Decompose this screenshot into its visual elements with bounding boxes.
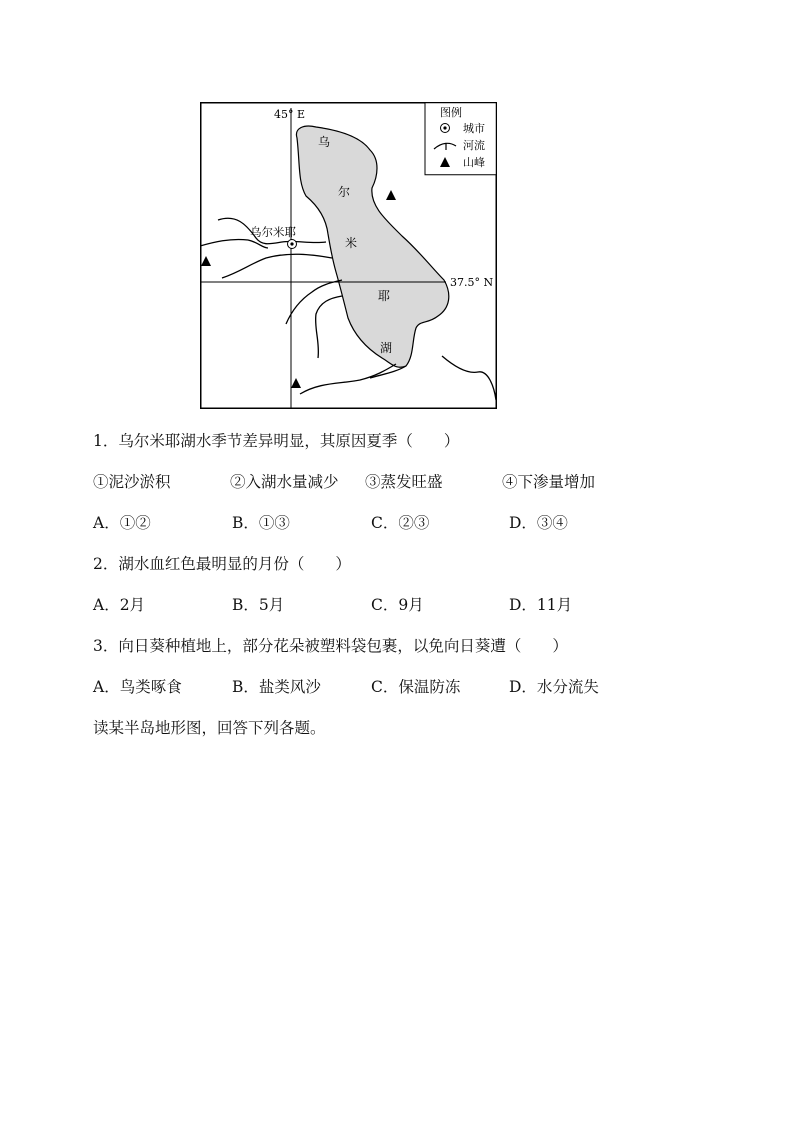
option-b[interactable]: B．①③ [232, 514, 290, 532]
option-c[interactable]: C．②③ [371, 514, 430, 532]
river-southeast [442, 356, 496, 400]
question-3-text: 3．向日葵种植地上，部分花朵被塑料袋包裹，以免向日葵遭（ ） [93, 637, 568, 655]
legend-peak-label: 山峰 [463, 156, 485, 169]
statement-1: ①泥沙淤积 [93, 473, 171, 491]
peak-icon-east [386, 190, 396, 200]
instruction-text-content: 读某半岛地形图，回答下列各题。 [93, 719, 326, 737]
question-2-text: 2．湖水血红色最明显的月份（ ） [93, 555, 351, 573]
river-south-1 [286, 280, 342, 324]
option-c[interactable]: C．保温防冻 [371, 678, 461, 696]
lake-name-char-3: 米 [345, 236, 358, 250]
river-west-lower [222, 254, 332, 278]
legend-river-label: 河流 [463, 139, 485, 152]
latitude-label: 37.5° N [450, 276, 494, 289]
statement-4: ④下渗量增加 [502, 473, 596, 491]
lake-name-char-4: 耶 [378, 289, 391, 303]
option-d[interactable]: D．水分流失 [509, 678, 599, 696]
lake-map [200, 102, 497, 409]
option-b[interactable]: B．5月 [232, 596, 285, 614]
legend-city-label: 城市 [463, 122, 485, 135]
legend-title: 图例 [440, 106, 462, 119]
lake-name-char-2: 尔 [338, 185, 351, 199]
option-a[interactable]: A．鸟类啄食 [93, 678, 182, 696]
city-label: 乌尔米耶 [250, 225, 296, 239]
lake-name-char-1: 乌 [318, 135, 331, 149]
river-south-3 [300, 364, 396, 394]
option-a[interactable]: A．2月 [93, 596, 146, 614]
peak-icon-west [201, 256, 211, 266]
city-icon [288, 240, 297, 249]
statement-2: ②入湖水量减少 [230, 473, 339, 491]
option-d[interactable]: D．③④ [509, 514, 568, 532]
city-icon [441, 124, 450, 133]
longitude-label: 45° E [274, 108, 306, 121]
option-a[interactable]: A．①② [93, 514, 151, 532]
option-b[interactable]: B．盐类风沙 [232, 678, 321, 696]
option-d[interactable]: D．11月 [509, 596, 573, 614]
option-c[interactable]: C．9月 [371, 596, 424, 614]
lake-name-char-5: 湖 [380, 341, 393, 355]
legend [425, 103, 496, 175]
peak-icon-south [291, 378, 301, 388]
question-1-text: 1．乌尔米耶湖水季节差异明显，其原因夏季（ ） [93, 432, 460, 450]
river-south-2 [316, 296, 342, 358]
statement-3: ③蒸发旺盛 [365, 473, 443, 491]
